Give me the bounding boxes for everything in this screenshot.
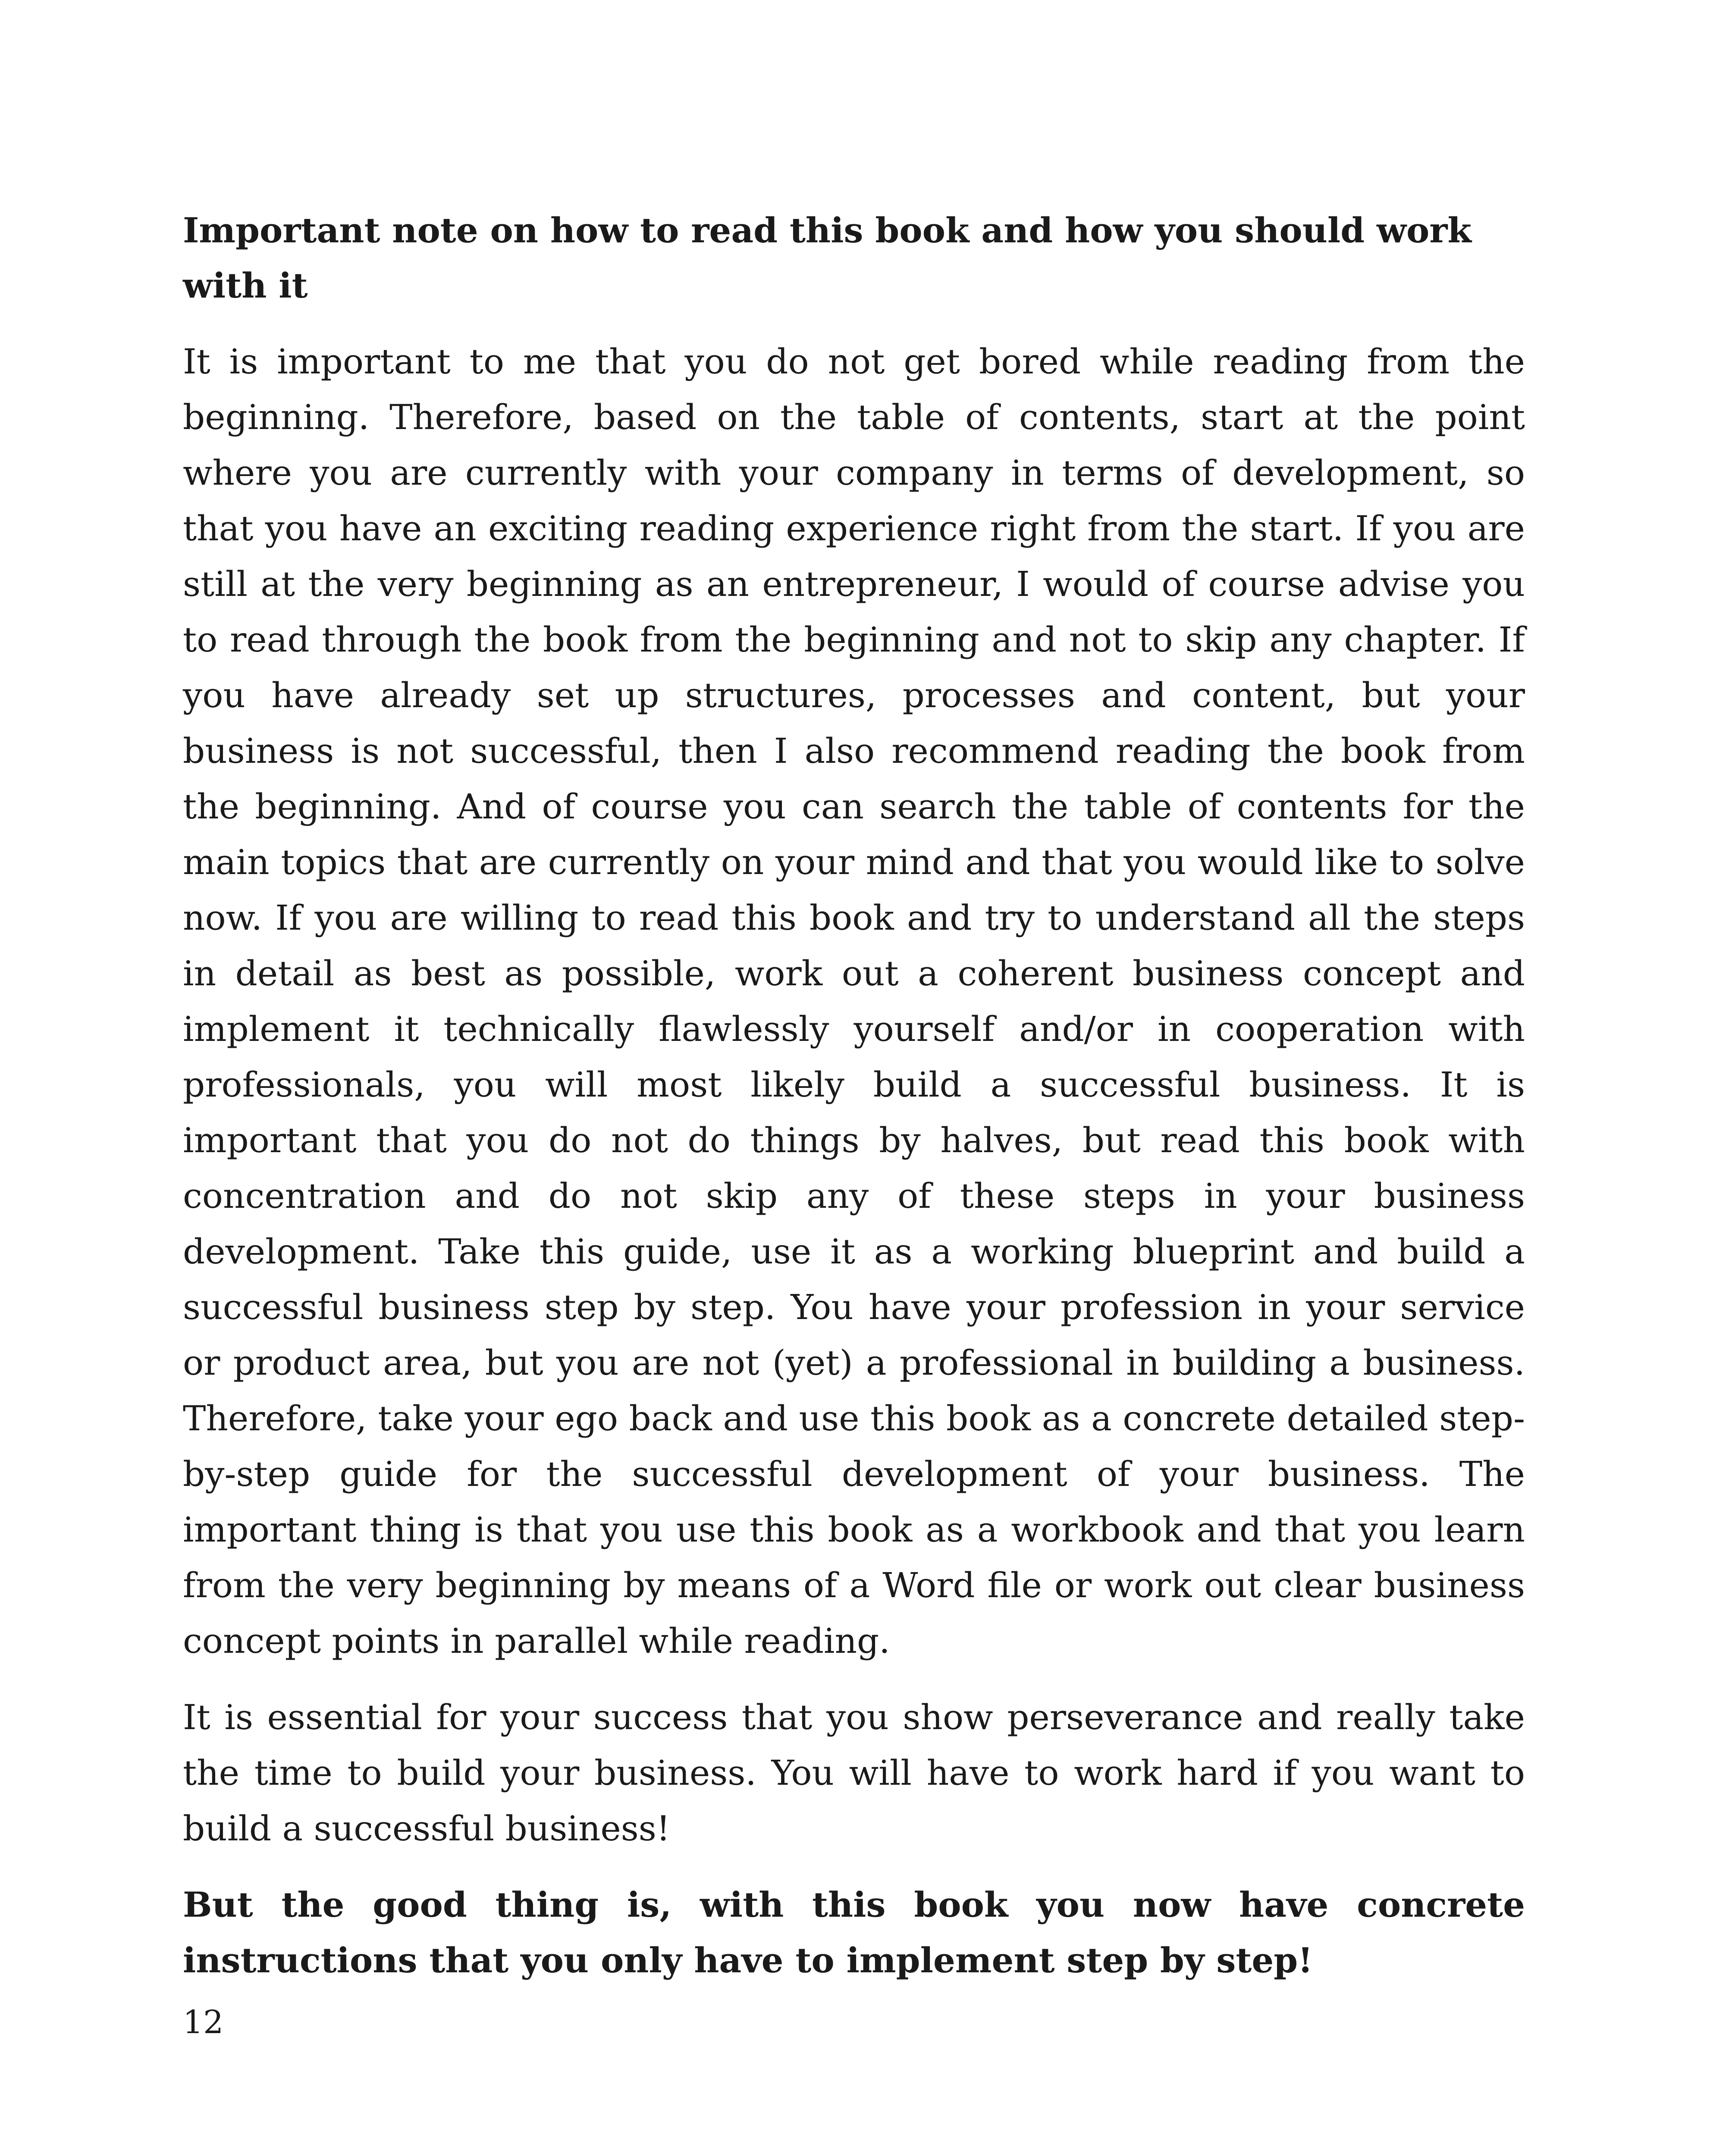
section-heading: Important note on how to read this book and how you should work with it [183, 210, 1472, 306]
body-paragraph: It is essential for your success that you show perseverance and really take the time to build your business. You will have to work hard if you want to build a successful business! [183, 1697, 1525, 1849]
closing-statement: But the good thing is, with this book you now have concrete instructions that you only have to implement step by step! [183, 1884, 1525, 1981]
page-content [183, 203, 1525, 2009]
page-number: 12 [183, 2004, 224, 2041]
body-paragraph: It is important to me that you do not get bored while reading from the beginning. Therefore, based on the table of contents, start at the point where you are currently with your company in terms of development, so that you have an exciting reading experience right from the start. If you are still at the very beginning as an entrepreneur, I would of course advise you to read through the book from the beginning and not to skip any chapter. If you have already set up structures, processes and content, but your business is not successful, then I also recommend reading the book from the beginning. And of course you can search the table of contents for the main topics that are currently on your mind and that you would like to solve now. If you are willing to read this book and try to understand all the steps in detail as best as possible, work out a coherent business concept and implement it technically flawlessly yourself and/or in cooperation with professionals, you will most likely build a successful business. It is important that you do not do things by halves, but read this book with concentration and do not skip any of these steps in your business development. Take this guide, use it as a working blueprint and build a successful business step by step. You have your profession in your service or product area, but you are not (yet) a professional in building a business. Therefore, take your ego back and use this book as a concrete detailed step-by-step guide for the successful development of your business. The important thing is that you use this book as a workbook and that you learn from the very beginning by means of a Word file or work out clear business concept points in parallel while reading. [183, 342, 1525, 1661]
